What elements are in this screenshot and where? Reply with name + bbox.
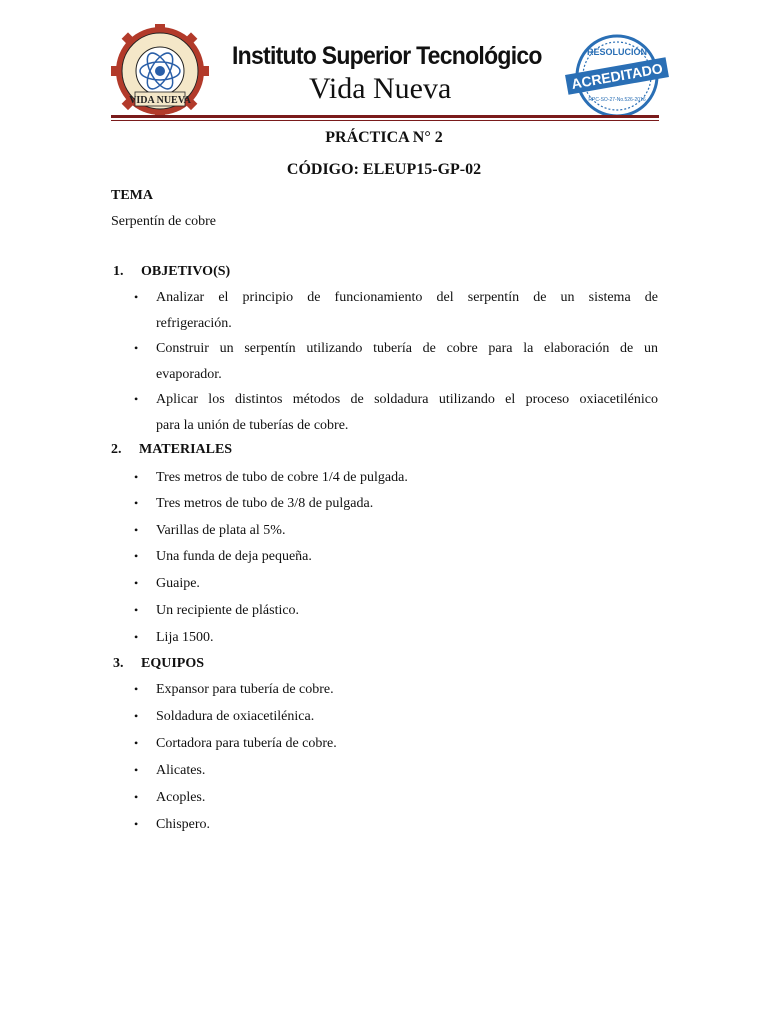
list-item-text: Una funda de deja pequeña. [156,549,312,564]
institute-logo [111,24,209,118]
practice-code: CÓDIGO: ELEUP15-GP-02 [286,161,482,178]
tema-value: Serpentín de cobre [111,214,216,229]
institute-subname: Vida Nueva [309,72,452,105]
list-item-text: Tres metros de tubo de cobre 1/4 de pulgada. [156,470,408,485]
section-title: EQUIPOS [141,656,205,671]
bullet-icon: • [134,496,139,510]
bullet-icon: • [134,736,139,750]
list-item-text: Un recipiente de plástico. [156,603,300,618]
bullet-icon: • [134,630,139,644]
section-title: OBJETIVO(S) [141,264,231,279]
bullet-icon: • [134,549,139,563]
section-heading-equipos [113,656,204,672]
bullet-icon: • [134,763,139,777]
list-item-text: refrigeración. [156,316,232,331]
list-item-text: Acoples. [156,790,206,805]
accreditation-badge [564,33,670,119]
list-item-text: Cortadora para tubería de cobre. [156,736,337,751]
list-item-text: Expansor para tubería de cobre. [156,682,334,697]
header-rule [111,115,659,118]
bullet-icon: • [134,523,139,537]
badge-bottom-text: RPC-SO-27-No.526-2016 [588,97,646,103]
header-rule-thin [111,120,659,121]
section-number: 3. [113,656,124,671]
logo-bottom-text: VIDA NUEVA [129,95,191,106]
bullet-icon: • [134,392,139,406]
badge-main-text: ACREDITADO [570,60,664,92]
list-item-text: para la unión de tuberías de cobre. [156,418,349,433]
document-header [0,0,768,125]
institute-name: Instituto Superior Tecnológico [232,42,542,70]
section-number: 1. [113,264,124,279]
tema-heading: TEMA [111,188,153,203]
list-item-text: Chispero. [156,817,211,832]
bullet-icon: • [134,817,139,831]
bullet-icon: • [134,290,139,304]
list-item-text: Alicates. [156,763,206,778]
list-item-text: Aplicar los distintos métodos de soldadura utilizando el proceso oxiacetilénico [156,392,658,407]
section-number: 2. [111,442,122,457]
section-heading-objetivos [113,264,230,280]
practice-title: PRÁCTICA N° 2 [325,129,443,146]
list-item-text: Construir un serpentín utilizando tubería de cobre para la elaboración de un [156,341,658,356]
bullet-icon: • [134,603,139,617]
section-heading-materiales [111,442,232,458]
bullet-icon: • [134,576,139,590]
badge-top-text: RESOLUCIÓN [586,47,648,57]
list-item-text: Soldadura de oxiacetilénica. [156,709,315,724]
list-item-text: Analizar el principio de funcionamiento del serpentín de un sistema de [156,290,658,305]
bullet-icon: • [134,709,139,723]
list-item-text: Tres metros de tubo de 3/8 de pulgada. [156,496,374,511]
bullet-icon: • [134,790,139,804]
section-title: MATERIALES [139,442,233,457]
bullet-icon: • [134,682,139,696]
list-item-text: Lija 1500. [156,630,214,645]
list-item-text: Varillas de plata al 5%. [156,523,286,538]
bullet-icon: • [134,470,139,484]
bullet-icon: • [134,341,139,355]
list-item-text: Guaipe. [156,576,200,591]
list-item-text: evaporador. [156,367,222,382]
